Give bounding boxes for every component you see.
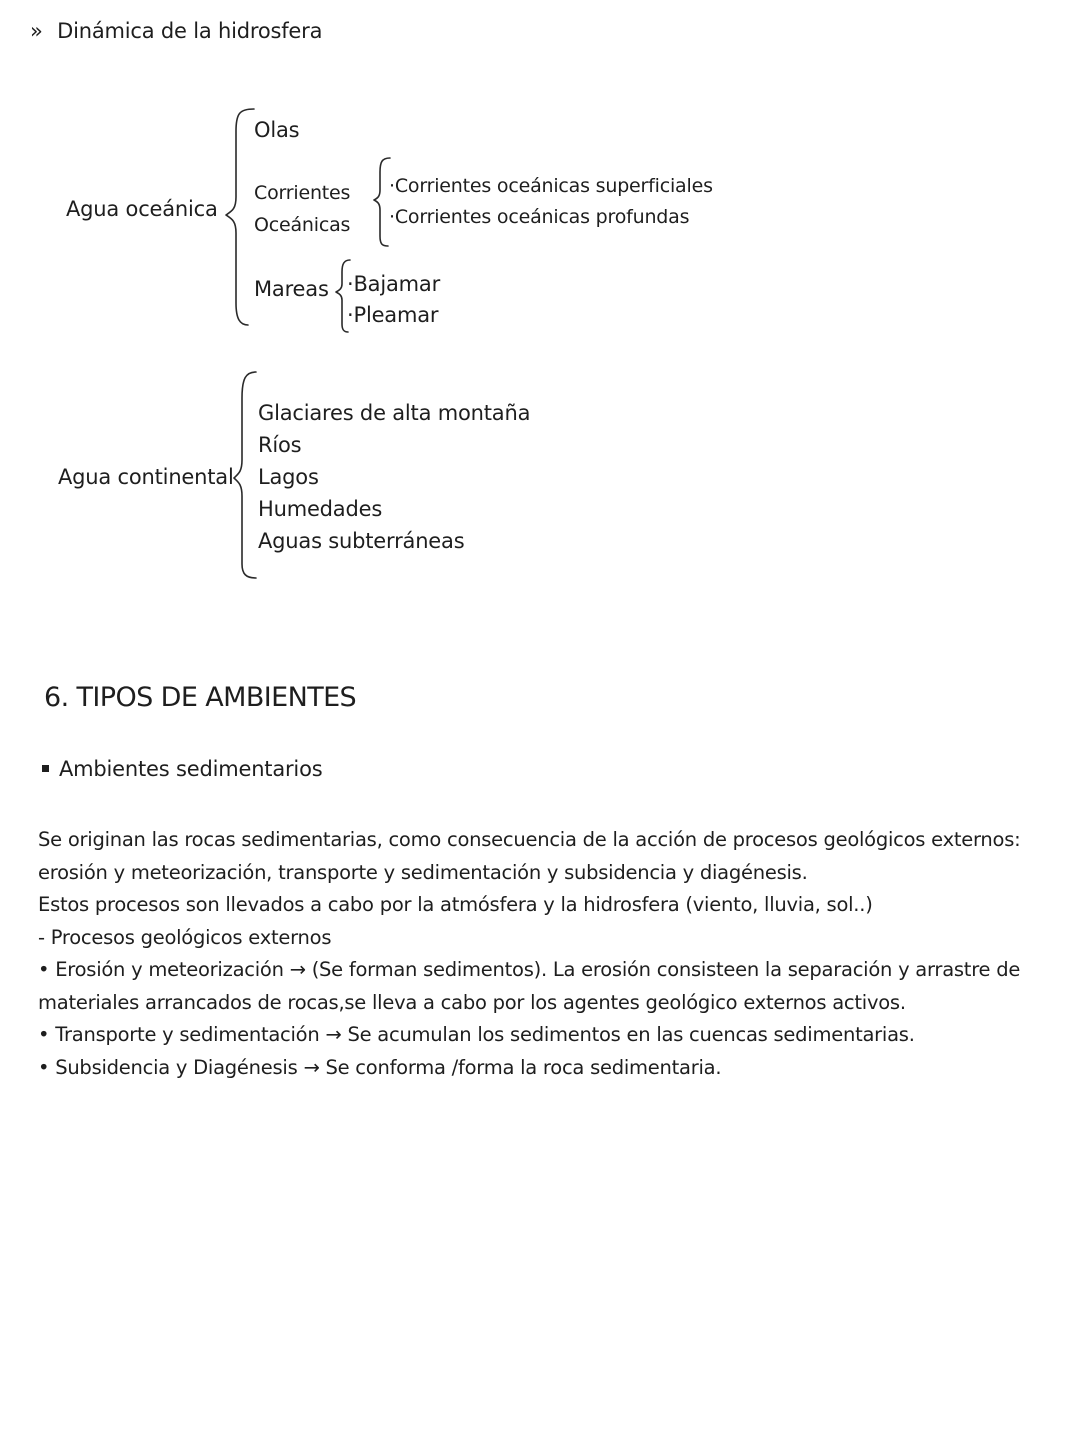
currents-label-line1: Corrientes (254, 182, 351, 204)
current-profunda: ·Corrientes oceánicas profundas (389, 206, 690, 228)
continental-item-rios: Ríos (258, 433, 302, 457)
tide-pleamar: ·Pleamar (347, 303, 439, 327)
section-header (30, 21, 322, 42)
paragraph-line: Se originan las rocas sedimentarias, como consecuencia de la acción de procesos geológicos externos: (38, 828, 1021, 851)
continental-item-glaciares: Glaciares de alta montaña (258, 401, 531, 425)
subheading (42, 759, 322, 780)
paragraph-line: materiales arrancados de rocas,se lleva a cabo por los agentes geológico externos activos. (38, 990, 906, 1014)
subheading-text: Ambientes sedimentarios (59, 757, 323, 781)
tide-bajamar: ·Bajamar (347, 272, 441, 296)
paragraph-body (38, 824, 1048, 1084)
continental-item-humedades: Humedades (258, 497, 383, 521)
square-bullet-icon (42, 765, 49, 772)
paragraph-line: Estos procesos son llevados a cabo por la atmósfera y la hidrosfera (viento, lluvia, sol..) (38, 893, 873, 916)
currents-brace (368, 154, 398, 252)
paragraph-line: • Erosión y meteorización → (Se forman sedimentos). La erosión consisteen la separación y arrastre de (38, 958, 1021, 981)
paragraph-line: • Subsidencia y Diagénesis → Se conforma /forma la roca sedimentaria. (38, 1055, 722, 1079)
paragraph-line: • Transporte y sedimentación → Se acumulan los sedimentos en las cuencas sedimentarias. (38, 1023, 915, 1046)
current-superficial: ·Corrientes oceánicas superficiales (389, 175, 713, 197)
section-marker: » (30, 19, 43, 43)
section-heading: 6. TIPOS DE AMBIENTES (44, 682, 357, 713)
continental-item-subterraneas: Aguas subterráneas (258, 529, 465, 553)
paragraph-line: erosión y meteorización, transporte y sedimentación y subsidencia y diagénesis. (38, 860, 808, 884)
paragraph-line: - Procesos geológicos externos (38, 925, 332, 949)
oceanic-water-label: Agua oceánica (66, 197, 218, 221)
currents-label-line2: Oceánicas (254, 214, 351, 236)
tides-label: Mareas (254, 277, 329, 301)
olas-label: Olas (254, 118, 300, 142)
continental-item-lagos: Lagos (258, 465, 319, 489)
section-title: Dinámica de la hidrosfera (57, 19, 323, 43)
continental-water-label: Agua continental (58, 465, 234, 489)
